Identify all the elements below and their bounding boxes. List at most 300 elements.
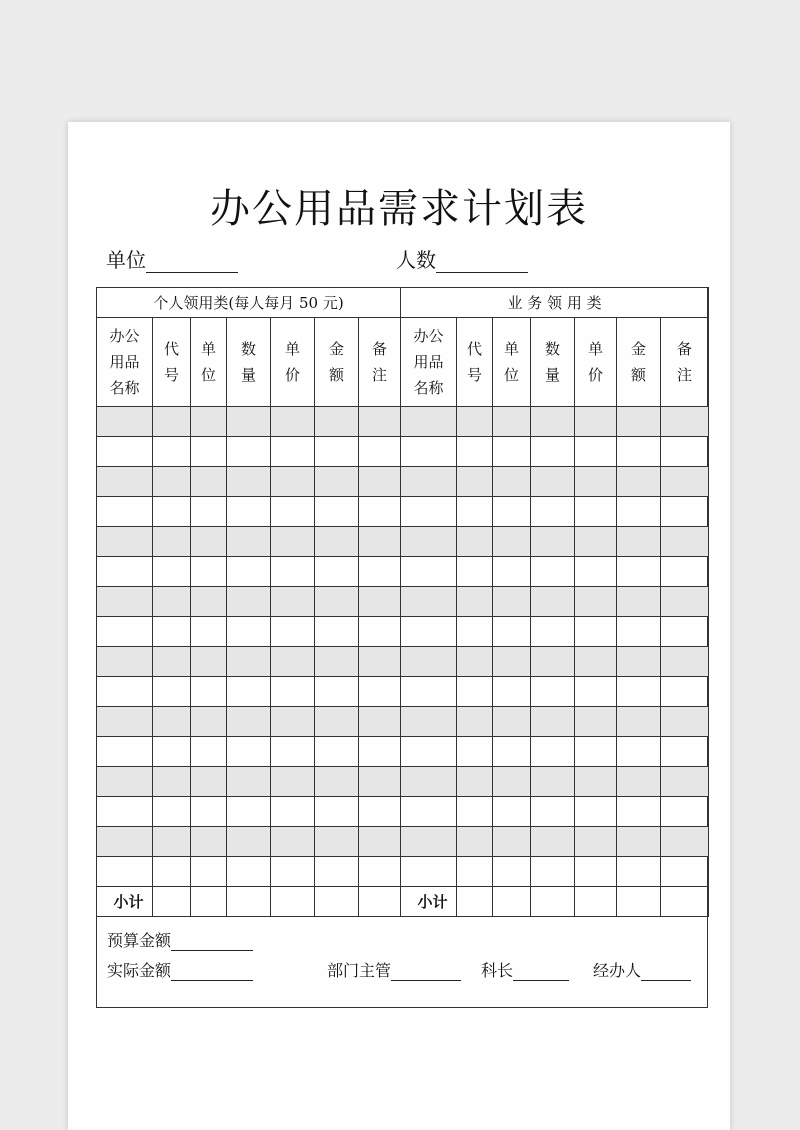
table-cell[interactable]	[153, 617, 191, 647]
table-cell[interactable]	[227, 647, 271, 677]
table-cell[interactable]	[531, 767, 575, 797]
table-cell[interactable]	[401, 857, 457, 887]
table-cell[interactable]	[271, 437, 315, 467]
table-cell[interactable]	[227, 797, 271, 827]
table-cell[interactable]	[359, 587, 401, 617]
table-cell[interactable]	[271, 707, 315, 737]
column-header-text: 额	[631, 366, 647, 384]
table-cell[interactable]	[401, 467, 457, 497]
table-cell[interactable]	[575, 437, 617, 467]
requisition-form	[96, 287, 708, 1008]
table-cell[interactable]	[97, 497, 153, 527]
column-header-text: 号	[467, 366, 483, 384]
table-cell[interactable]	[271, 587, 315, 617]
table-cell[interactable]	[617, 437, 661, 467]
table-cell[interactable]	[531, 737, 575, 767]
table-cell[interactable]	[97, 797, 153, 827]
headcount-label: 人数	[396, 248, 436, 272]
table-cell[interactable]	[401, 737, 457, 767]
column-header-text: 代	[163, 340, 179, 358]
table-cell[interactable]	[661, 857, 709, 887]
table-cell[interactable]	[575, 827, 617, 857]
table-cell[interactable]	[315, 797, 359, 827]
table-cell[interactable]	[359, 557, 401, 587]
table-cell[interactable]	[661, 407, 709, 437]
table-cell[interactable]	[227, 707, 271, 737]
table-cell[interactable]	[191, 737, 227, 767]
table-cell[interactable]	[493, 797, 531, 827]
table-cell[interactable]	[457, 467, 493, 497]
table-row	[97, 497, 709, 527]
table-cell[interactable]	[575, 797, 617, 827]
table-row	[97, 557, 709, 587]
table-cell[interactable]	[457, 587, 493, 617]
actual-amount-line[interactable]	[171, 964, 253, 981]
table-cell[interactable]	[401, 437, 457, 467]
table-cell[interactable]	[315, 467, 359, 497]
table-cell[interactable]	[531, 557, 575, 587]
subtotal-cell[interactable]	[661, 887, 709, 917]
table-cell[interactable]	[227, 527, 271, 557]
subtotal-cell[interactable]	[531, 887, 575, 917]
table-cell[interactable]	[617, 827, 661, 857]
table-cell[interactable]	[457, 497, 493, 527]
column-header-text: 号	[163, 366, 179, 384]
table-cell[interactable]	[531, 857, 575, 887]
table-cell[interactable]	[315, 407, 359, 437]
table-cell[interactable]	[493, 857, 531, 887]
table-cell[interactable]	[457, 767, 493, 797]
table-cell[interactable]	[617, 857, 661, 887]
table-cell[interactable]	[661, 767, 709, 797]
column-header-business-item-name	[401, 318, 457, 407]
table-cell[interactable]	[191, 797, 227, 827]
table-cell[interactable]	[153, 437, 191, 467]
table-cell[interactable]	[359, 527, 401, 557]
table-cell[interactable]	[227, 437, 271, 467]
table-cell[interactable]	[531, 647, 575, 677]
subtotal-cell[interactable]	[457, 887, 493, 917]
table-row	[97, 467, 709, 497]
table-cell[interactable]	[493, 527, 531, 557]
table-cell[interactable]	[661, 437, 709, 467]
column-header-business-unit-price	[575, 318, 617, 407]
table-cell[interactable]	[457, 827, 493, 857]
table-cell[interactable]	[401, 617, 457, 647]
column-header-text: 单	[504, 340, 520, 358]
table-cell[interactable]	[401, 647, 457, 677]
table-cell[interactable]	[271, 767, 315, 797]
table-cell[interactable]	[315, 737, 359, 767]
table-cell[interactable]	[531, 677, 575, 707]
table-cell[interactable]	[153, 407, 191, 437]
subtotal-cell[interactable]	[191, 887, 227, 917]
table-cell[interactable]	[227, 617, 271, 647]
table-cell[interactable]	[575, 677, 617, 707]
table-cell[interactable]	[493, 467, 531, 497]
table-cell[interactable]	[153, 827, 191, 857]
table-cell[interactable]	[661, 497, 709, 527]
table-cell[interactable]	[359, 617, 401, 647]
table-cell[interactable]	[575, 857, 617, 887]
subtotal-cell[interactable]	[617, 887, 661, 917]
table-cell[interactable]	[575, 527, 617, 557]
table-cell[interactable]	[315, 437, 359, 467]
table-cell[interactable]	[191, 827, 227, 857]
table-row	[97, 857, 709, 887]
table-cell[interactable]	[191, 467, 227, 497]
table-cell[interactable]	[617, 737, 661, 767]
column-header-text: 位	[504, 366, 520, 384]
table-cell[interactable]	[315, 557, 359, 587]
column-header-text: 备	[372, 340, 388, 358]
table-cell[interactable]	[617, 677, 661, 707]
headcount-input-line[interactable]	[436, 252, 528, 273]
table-cell[interactable]	[401, 527, 457, 557]
table-cell[interactable]	[575, 407, 617, 437]
table-cell[interactable]	[315, 647, 359, 677]
table-cell[interactable]	[271, 467, 315, 497]
table-cell[interactable]	[575, 647, 617, 677]
table-cell[interactable]	[661, 677, 709, 707]
table-cell[interactable]	[493, 617, 531, 647]
table-cell[interactable]	[97, 557, 153, 587]
table-cell[interactable]	[359, 677, 401, 707]
subtotal-cell[interactable]	[315, 887, 359, 917]
table-cell[interactable]	[191, 767, 227, 797]
table-cell[interactable]	[359, 827, 401, 857]
table-cell[interactable]	[661, 617, 709, 647]
table-cell[interactable]	[315, 677, 359, 707]
table-cell[interactable]	[271, 827, 315, 857]
table-cell[interactable]	[493, 737, 531, 767]
table-cell[interactable]	[153, 857, 191, 887]
column-header-text: 办公	[109, 327, 140, 345]
table-cell[interactable]	[575, 707, 617, 737]
group-header-business: 业 务 领 用 类	[401, 288, 709, 318]
table-cell[interactable]	[401, 497, 457, 527]
budget-amount-line[interactable]	[171, 934, 253, 951]
table-cell[interactable]	[401, 767, 457, 797]
column-header-personal-amount	[315, 318, 359, 407]
table-cell[interactable]	[531, 527, 575, 557]
table-row	[97, 437, 709, 467]
table-cell[interactable]	[617, 407, 661, 437]
table-cell[interactable]	[457, 797, 493, 827]
page-title: 办公用品需求计划表	[210, 186, 588, 232]
table-cell[interactable]	[97, 737, 153, 767]
dept-head-label: 部门主管	[327, 961, 392, 980]
handler-line[interactable]	[641, 964, 691, 981]
table-cell[interactable]	[661, 647, 709, 677]
column-header-text: 名称	[109, 379, 140, 397]
table-cell[interactable]	[531, 467, 575, 497]
actual-amount-field	[107, 958, 253, 981]
table-cell[interactable]	[359, 407, 401, 437]
subtotal-cell[interactable]	[227, 887, 271, 917]
table-cell[interactable]	[457, 677, 493, 707]
column-header-text: 量	[240, 366, 256, 384]
table-row	[97, 407, 709, 437]
table-cell[interactable]	[493, 407, 531, 437]
table-cell[interactable]	[227, 467, 271, 497]
subtotal-cell[interactable]	[359, 887, 401, 917]
table-cell[interactable]	[227, 737, 271, 767]
table-cell[interactable]	[359, 467, 401, 497]
section-chief-label: 科长	[481, 961, 514, 980]
column-header-text: 名称	[413, 379, 444, 397]
table-cell[interactable]	[617, 617, 661, 647]
table-cell[interactable]	[97, 617, 153, 647]
table-cell[interactable]	[191, 557, 227, 587]
table-cell[interactable]	[457, 557, 493, 587]
table-cell[interactable]	[575, 557, 617, 587]
column-header-text: 金	[631, 340, 647, 358]
table-cell[interactable]	[493, 827, 531, 857]
column-header-row	[97, 318, 709, 407]
table-cell[interactable]	[271, 617, 315, 647]
table-cell[interactable]	[97, 827, 153, 857]
table-cell[interactable]	[617, 797, 661, 827]
table-cell[interactable]	[97, 857, 153, 887]
handler-label: 经办人	[593, 961, 642, 980]
table-cell[interactable]	[153, 767, 191, 797]
table-cell[interactable]	[617, 587, 661, 617]
table-cell[interactable]	[457, 647, 493, 677]
table-cell[interactable]	[493, 497, 531, 527]
table-cell[interactable]	[227, 677, 271, 707]
table-cell[interactable]	[153, 527, 191, 557]
table-cell[interactable]	[191, 707, 227, 737]
table-cell[interactable]	[493, 437, 531, 467]
table-cell[interactable]	[575, 767, 617, 797]
table-cell[interactable]	[575, 497, 617, 527]
table-cell[interactable]	[97, 707, 153, 737]
dept-head-field	[327, 958, 461, 981]
table-cell[interactable]	[227, 767, 271, 797]
table-cell[interactable]	[153, 557, 191, 587]
table-cell[interactable]	[617, 467, 661, 497]
table-cell[interactable]	[227, 407, 271, 437]
table-cell[interactable]	[575, 617, 617, 647]
table-row	[97, 647, 709, 677]
table-cell[interactable]	[153, 737, 191, 767]
table-cell[interactable]	[271, 797, 315, 827]
table-row	[97, 797, 709, 827]
group-header-row	[97, 288, 709, 318]
table-cell[interactable]	[531, 827, 575, 857]
budget-amount-field	[107, 928, 253, 951]
column-header-text: 单	[284, 340, 300, 358]
subtotal-cell[interactable]	[493, 887, 531, 917]
table-cell[interactable]	[97, 437, 153, 467]
table-cell[interactable]	[617, 497, 661, 527]
table-cell[interactable]	[359, 437, 401, 467]
table-cell[interactable]	[575, 587, 617, 617]
table-cell[interactable]	[531, 437, 575, 467]
table-cell[interactable]	[531, 617, 575, 647]
table-cell[interactable]	[271, 497, 315, 527]
column-header-text: 备	[677, 340, 693, 358]
table-cell[interactable]	[315, 497, 359, 527]
column-header-text: 注	[677, 366, 693, 384]
subtotal-row	[97, 887, 709, 917]
subtotal-cell[interactable]	[271, 887, 315, 917]
headcount-field	[396, 244, 528, 273]
table-cell[interactable]	[661, 557, 709, 587]
column-header-text: 用品	[109, 353, 140, 371]
table-cell[interactable]	[575, 467, 617, 497]
table-cell[interactable]	[401, 407, 457, 437]
table-cell[interactable]	[191, 617, 227, 647]
section-chief-line[interactable]	[513, 964, 569, 981]
table-cell[interactable]	[661, 587, 709, 617]
table-cell[interactable]	[359, 707, 401, 737]
table-cell[interactable]	[153, 707, 191, 737]
table-cell[interactable]	[531, 797, 575, 827]
table-cell[interactable]	[401, 677, 457, 707]
table-cell[interactable]	[97, 647, 153, 677]
table-cell[interactable]	[661, 797, 709, 827]
subtotal-label: 小计	[97, 887, 153, 917]
table-cell[interactable]	[401, 707, 457, 737]
table-cell[interactable]	[153, 797, 191, 827]
table-cell[interactable]	[457, 617, 493, 647]
table-cell[interactable]	[315, 767, 359, 797]
table-cell[interactable]	[227, 827, 271, 857]
column-header-business-unit	[493, 318, 531, 407]
table-cell[interactable]	[227, 497, 271, 527]
table-cell[interactable]	[191, 527, 227, 557]
table-cell[interactable]	[227, 587, 271, 617]
table-cell[interactable]	[359, 767, 401, 797]
table-cell[interactable]	[191, 857, 227, 887]
table-cell[interactable]	[457, 527, 493, 557]
table-cell[interactable]	[153, 497, 191, 527]
table-cell[interactable]	[617, 767, 661, 797]
table-cell[interactable]	[617, 527, 661, 557]
table-cell[interactable]	[531, 497, 575, 527]
table-cell[interactable]	[617, 557, 661, 587]
table-cell[interactable]	[457, 737, 493, 767]
table-cell[interactable]	[359, 647, 401, 677]
table-row	[97, 677, 709, 707]
table-cell[interactable]	[97, 527, 153, 557]
table-cell[interactable]	[315, 857, 359, 887]
column-header-text: 位	[200, 366, 216, 384]
group-header-personal: 个人领用类(每人每月 50 元)	[97, 288, 401, 318]
table-cell[interactable]	[271, 407, 315, 437]
table-cell[interactable]	[493, 557, 531, 587]
table-cell[interactable]	[531, 587, 575, 617]
table-cell[interactable]	[271, 857, 315, 887]
subtotal-cell[interactable]	[153, 887, 191, 917]
table-cell[interactable]	[359, 497, 401, 527]
table-cell[interactable]	[493, 767, 531, 797]
table-cell[interactable]	[531, 707, 575, 737]
column-header-text: 额	[328, 366, 344, 384]
column-header-personal-quantity	[227, 318, 271, 407]
table-cell[interactable]	[315, 587, 359, 617]
table-cell[interactable]	[661, 737, 709, 767]
column-header-personal-remarks	[359, 318, 401, 407]
table-cell[interactable]	[493, 647, 531, 677]
table-cell[interactable]	[661, 707, 709, 737]
table-cell[interactable]	[191, 497, 227, 527]
table-cell[interactable]	[661, 827, 709, 857]
table-cell[interactable]	[271, 677, 315, 707]
table-cell[interactable]	[271, 557, 315, 587]
requisition-table	[96, 287, 709, 917]
subtotal-cell[interactable]	[575, 887, 617, 917]
table-cell[interactable]	[97, 677, 153, 707]
table-cell[interactable]	[401, 587, 457, 617]
table-cell[interactable]	[227, 857, 271, 887]
table-cell[interactable]	[617, 647, 661, 677]
table-cell[interactable]	[359, 737, 401, 767]
table-cell[interactable]	[661, 467, 709, 497]
table-cell[interactable]	[401, 797, 457, 827]
table-row	[97, 707, 709, 737]
column-header-text: 单	[200, 340, 216, 358]
unit-input-line[interactable]	[146, 252, 238, 273]
table-cell[interactable]	[227, 557, 271, 587]
table-cell[interactable]	[457, 707, 493, 737]
table-cell[interactable]	[191, 587, 227, 617]
table-cell[interactable]	[153, 467, 191, 497]
table-cell[interactable]	[661, 527, 709, 557]
table-cell[interactable]	[401, 557, 457, 587]
table-cell[interactable]	[97, 467, 153, 497]
table-cell[interactable]	[97, 587, 153, 617]
table-cell[interactable]	[315, 707, 359, 737]
table-cell[interactable]	[617, 707, 661, 737]
column-header-personal-item-name	[97, 318, 153, 407]
table-cell[interactable]	[271, 647, 315, 677]
table-cell[interactable]	[153, 677, 191, 707]
table-cell[interactable]	[457, 437, 493, 467]
dept-head-line[interactable]	[391, 964, 461, 981]
table-cell[interactable]	[153, 647, 191, 677]
column-header-text: 代	[467, 340, 483, 358]
table-cell[interactable]	[315, 827, 359, 857]
column-header-business-amount	[617, 318, 661, 407]
table-cell[interactable]	[493, 587, 531, 617]
table-cell[interactable]	[191, 437, 227, 467]
table-cell[interactable]	[457, 857, 493, 887]
table-cell[interactable]	[97, 767, 153, 797]
table-cell[interactable]	[575, 737, 617, 767]
table-cell[interactable]	[315, 527, 359, 557]
unit-label: 单位	[106, 248, 146, 272]
table-cell[interactable]	[191, 647, 227, 677]
table-cell[interactable]	[493, 677, 531, 707]
table-cell[interactable]	[359, 857, 401, 887]
table-cell[interactable]	[493, 707, 531, 737]
table-cell[interactable]	[153, 587, 191, 617]
column-header-personal-unit	[191, 318, 227, 407]
table-cell[interactable]	[191, 407, 227, 437]
table-cell[interactable]	[359, 797, 401, 827]
table-cell[interactable]	[401, 827, 457, 857]
table-cell[interactable]	[315, 617, 359, 647]
table-cell[interactable]	[531, 407, 575, 437]
table-cell[interactable]	[457, 407, 493, 437]
table-cell[interactable]	[97, 407, 153, 437]
table-cell[interactable]	[271, 737, 315, 767]
table-cell[interactable]	[191, 677, 227, 707]
table-cell[interactable]	[271, 527, 315, 557]
